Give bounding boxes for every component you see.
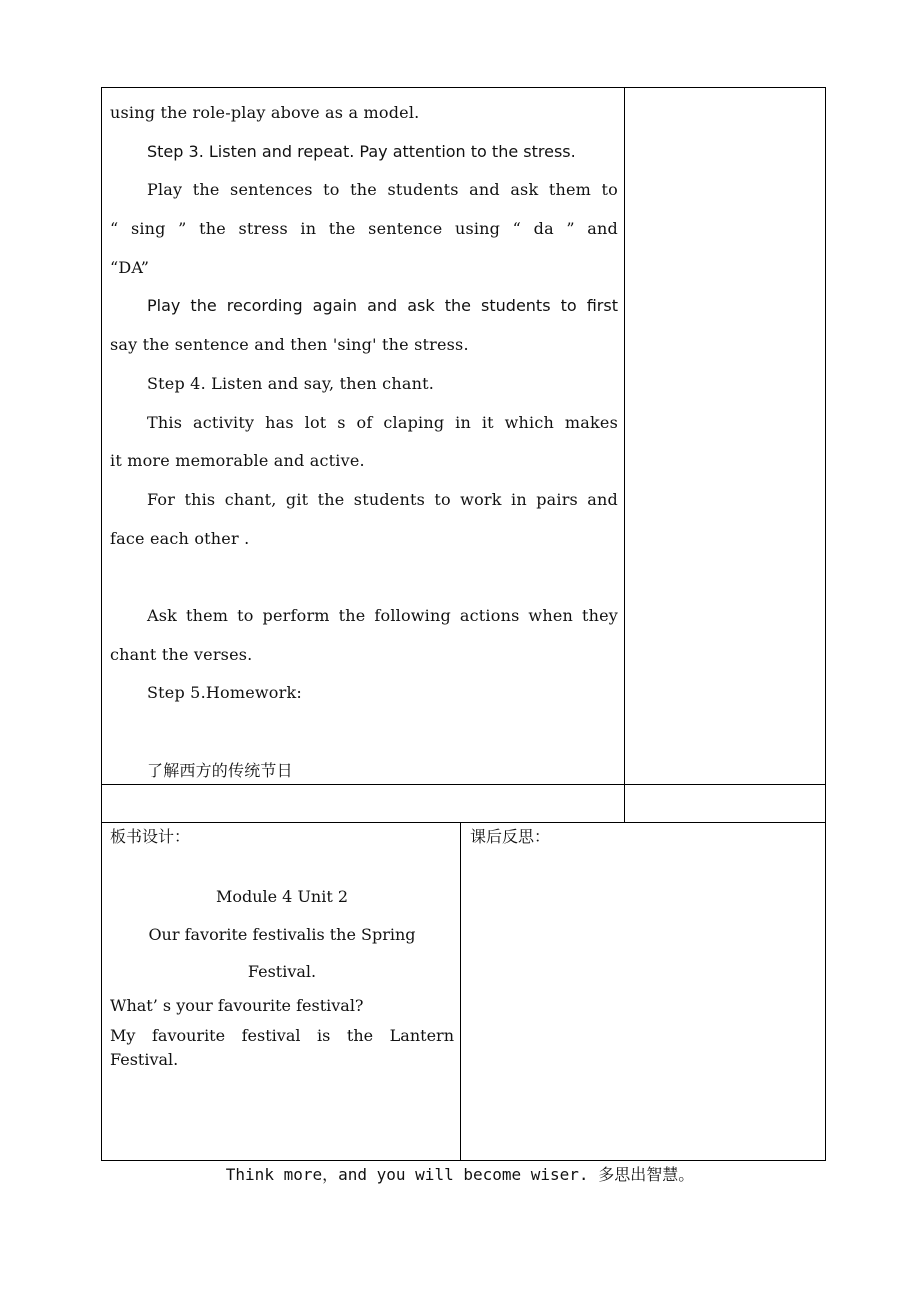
board-subtitle-cont: Festival. xyxy=(247,962,317,981)
blank-line xyxy=(110,558,618,597)
step-text-line: Play the recording again and ask the students to first xyxy=(147,296,618,316)
step-5-heading: Step 5.Homework: xyxy=(147,683,302,703)
step-text-line: Play the sentences to the students and ask them to xyxy=(147,180,618,200)
step-text-line: Ask them to perform the following actions when they xyxy=(147,605,618,625)
board-design-heading: 板书设计： xyxy=(110,827,191,846)
footer-motto: Think more，and you will become wiser. 多思出智慧。 xyxy=(225,1165,695,1184)
blank-line xyxy=(110,713,618,752)
lower-table-column-divider xyxy=(460,822,461,1161)
board-title: Module 4 Unit 2 xyxy=(215,887,349,906)
board-design-cell xyxy=(110,826,454,1071)
board-answer-cont: Festival. xyxy=(110,1050,179,1069)
teaching-steps xyxy=(110,94,618,790)
step-text-line: it more memorable and active. xyxy=(110,451,365,471)
step-text-line: “DA” xyxy=(110,257,150,277)
upper-table-column-divider xyxy=(624,87,625,823)
step-text-line: using the role-play above as a model. xyxy=(110,103,420,122)
step-text-line: “ sing ” the stress in the sentence using “ da ” and xyxy=(110,219,618,239)
step-text-line: chant the verses. xyxy=(110,644,253,664)
board-answer: My favourite festival is the Lantern xyxy=(110,1026,454,1045)
step-4-heading: Step 4. Listen and say, then chant. xyxy=(147,373,435,393)
step-text-line: face each other . xyxy=(110,528,250,548)
board-subtitle: Our favorite festivalis the Spring xyxy=(148,925,416,944)
homework-text: 了解西方的传统节日 xyxy=(147,760,293,780)
step-text-line: say the sentence and then 'sing' the stress. xyxy=(110,335,469,355)
board-question: What’ s your favourite festival? xyxy=(110,996,364,1015)
step-3-heading: Step 3. Listen and repeat. Pay attention to the stress. xyxy=(147,141,576,161)
step-text-line: This activity has lot s of claping in it which makes xyxy=(147,412,618,432)
step-text-line: For this chant, git the students to work in pairs and xyxy=(147,489,618,509)
reflection-heading: 课后反思： xyxy=(470,827,551,846)
